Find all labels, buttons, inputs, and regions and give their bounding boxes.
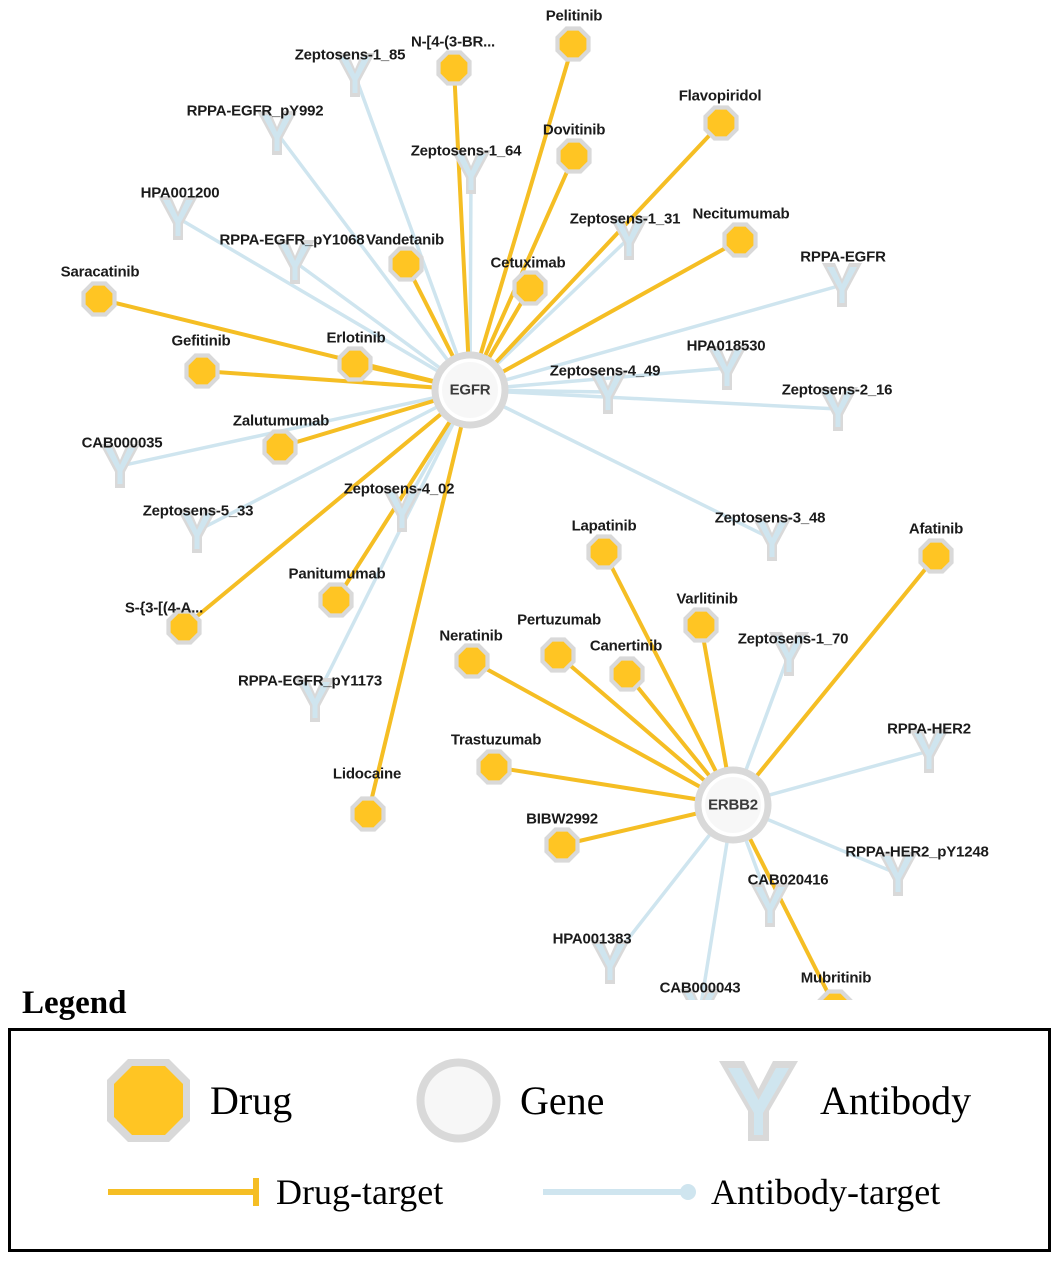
legend-box (8, 1028, 1051, 1252)
node-label: CAB020416 (747, 871, 829, 889)
legend-gene (411, 1053, 604, 1148)
drug-node[interactable] (561, 143, 588, 170)
node-label: Erlotinib (326, 329, 386, 347)
node-label: Lidocaine (332, 765, 402, 783)
drug-node[interactable] (727, 227, 754, 254)
gene-icon (411, 1053, 506, 1148)
drug-node[interactable] (393, 251, 420, 278)
node-label: Pertuzumab (517, 611, 601, 629)
node-label: HPA001383 (552, 930, 632, 948)
antibody-node[interactable] (883, 856, 913, 892)
drug-node[interactable] (549, 832, 576, 859)
node-label: S-{3-[(4-A... (124, 599, 204, 617)
drug-node[interactable] (86, 286, 113, 313)
drug-node[interactable] (481, 754, 508, 781)
legend-title: Legend (22, 985, 127, 1021)
node-label: Trastuzumab (450, 731, 542, 749)
legend-drug-label: Drug (210, 1078, 293, 1123)
node-label: RPPA-EGFR_pY1173 (237, 672, 383, 690)
drug-node[interactable] (923, 543, 950, 570)
drug-node[interactable] (355, 801, 382, 828)
drug-node[interactable] (342, 351, 369, 378)
node-label: Dovitinib (542, 121, 606, 139)
node-label: Zeptosens-1_85 (294, 46, 406, 64)
edge (454, 68, 470, 390)
node-label: Zeptosens-1_64 (410, 142, 522, 160)
node-label: Zalutumumab (232, 412, 330, 430)
drug-node[interactable] (323, 587, 350, 614)
node-label: BIBW2992 (526, 810, 598, 828)
edge (368, 390, 470, 814)
legend-antibody-target-label: Antibody-target (711, 1172, 941, 1212)
node-label: Saracatinib (60, 263, 140, 281)
drug-icon (101, 1053, 196, 1148)
node-label: Lapatinib (571, 517, 637, 535)
node-label: RPPA-HER2 (887, 720, 971, 738)
legend-antibody-label: Antibody (820, 1078, 972, 1123)
legend-drug (101, 1053, 292, 1148)
node-label: HPA001200 (140, 184, 220, 202)
node-label: RPPA-EGFR_pY992 (186, 102, 324, 120)
node-label: RPPA-HER2_pY1248 (845, 843, 989, 861)
drug-target-edge-icon (106, 1172, 266, 1212)
drug-node[interactable] (614, 661, 641, 688)
antibody-node[interactable] (914, 733, 944, 769)
node-label: Vandetanib (365, 231, 445, 249)
node-label: Zeptosens-2_16 (781, 381, 893, 399)
legend (0, 985, 1059, 1252)
node-label: N-[4-(3-BR... (410, 33, 496, 51)
node-label: Panitumumab (288, 565, 386, 583)
legend-antibody-target (541, 1171, 940, 1213)
drug-node[interactable] (708, 110, 735, 137)
node-label: EGFR (449, 381, 491, 399)
node-label: HPA018530 (686, 337, 766, 355)
legend-drug-target-label: Drug-target (276, 1172, 444, 1212)
legend-antibody (711, 1053, 971, 1148)
antibody-node[interactable] (755, 887, 785, 923)
node-label: Afatinib (908, 520, 964, 538)
node-label: Zeptosens-3_48 (714, 509, 826, 527)
drug-node[interactable] (189, 358, 216, 385)
node-label: Mubritinib (800, 969, 872, 987)
node-label: Necitumumab (692, 205, 790, 223)
node-label: Gefitinib (171, 332, 231, 350)
node-label: Varlitinib (676, 590, 738, 608)
node-label: CAB000043 (659, 979, 741, 997)
antibody-node[interactable] (827, 267, 857, 303)
node-label: Zeptosens-4_49 (549, 362, 661, 380)
node-label: Pelitinib (545, 7, 603, 25)
drug-node[interactable] (517, 275, 544, 302)
drug-node[interactable] (688, 612, 715, 639)
drug-node[interactable] (591, 539, 618, 566)
antibody-icon (711, 1053, 806, 1148)
drug-node[interactable] (171, 614, 198, 641)
node-label: Canertinib (589, 637, 663, 655)
legend-gene-label: Gene (520, 1078, 605, 1123)
antibody-node[interactable] (280, 244, 310, 280)
antibody-node[interactable] (105, 448, 135, 484)
legend-drug-target (106, 1171, 443, 1213)
node-label: Zeptosens-5_33 (142, 502, 254, 520)
node-label: Zeptosens-1_70 (737, 630, 849, 648)
node-label: Flavopiridol (678, 87, 762, 105)
node-label: Zeptosens-1_31 (569, 210, 681, 228)
drug-node[interactable] (545, 642, 572, 669)
drug-node[interactable] (459, 648, 486, 675)
node-label: Cetuximab (490, 254, 566, 272)
node-label: CAB000035 (81, 434, 163, 452)
node-label: RPPA-EGFR_pY1068 (219, 231, 365, 249)
drug-node[interactable] (560, 31, 587, 58)
drug-node[interactable] (441, 55, 468, 82)
antibody-target-edge-icon (541, 1172, 701, 1212)
drug-node[interactable] (267, 434, 294, 461)
antibody-node[interactable] (163, 200, 193, 236)
antibody-node[interactable] (595, 944, 625, 980)
node-label: Zeptosens-4_02 (343, 480, 455, 498)
node-label: ERBB2 (708, 796, 758, 814)
node-label: RPPA-EGFR (800, 248, 886, 266)
edge (315, 390, 470, 700)
edge (733, 556, 936, 805)
node-label: Neratinib (439, 627, 503, 645)
